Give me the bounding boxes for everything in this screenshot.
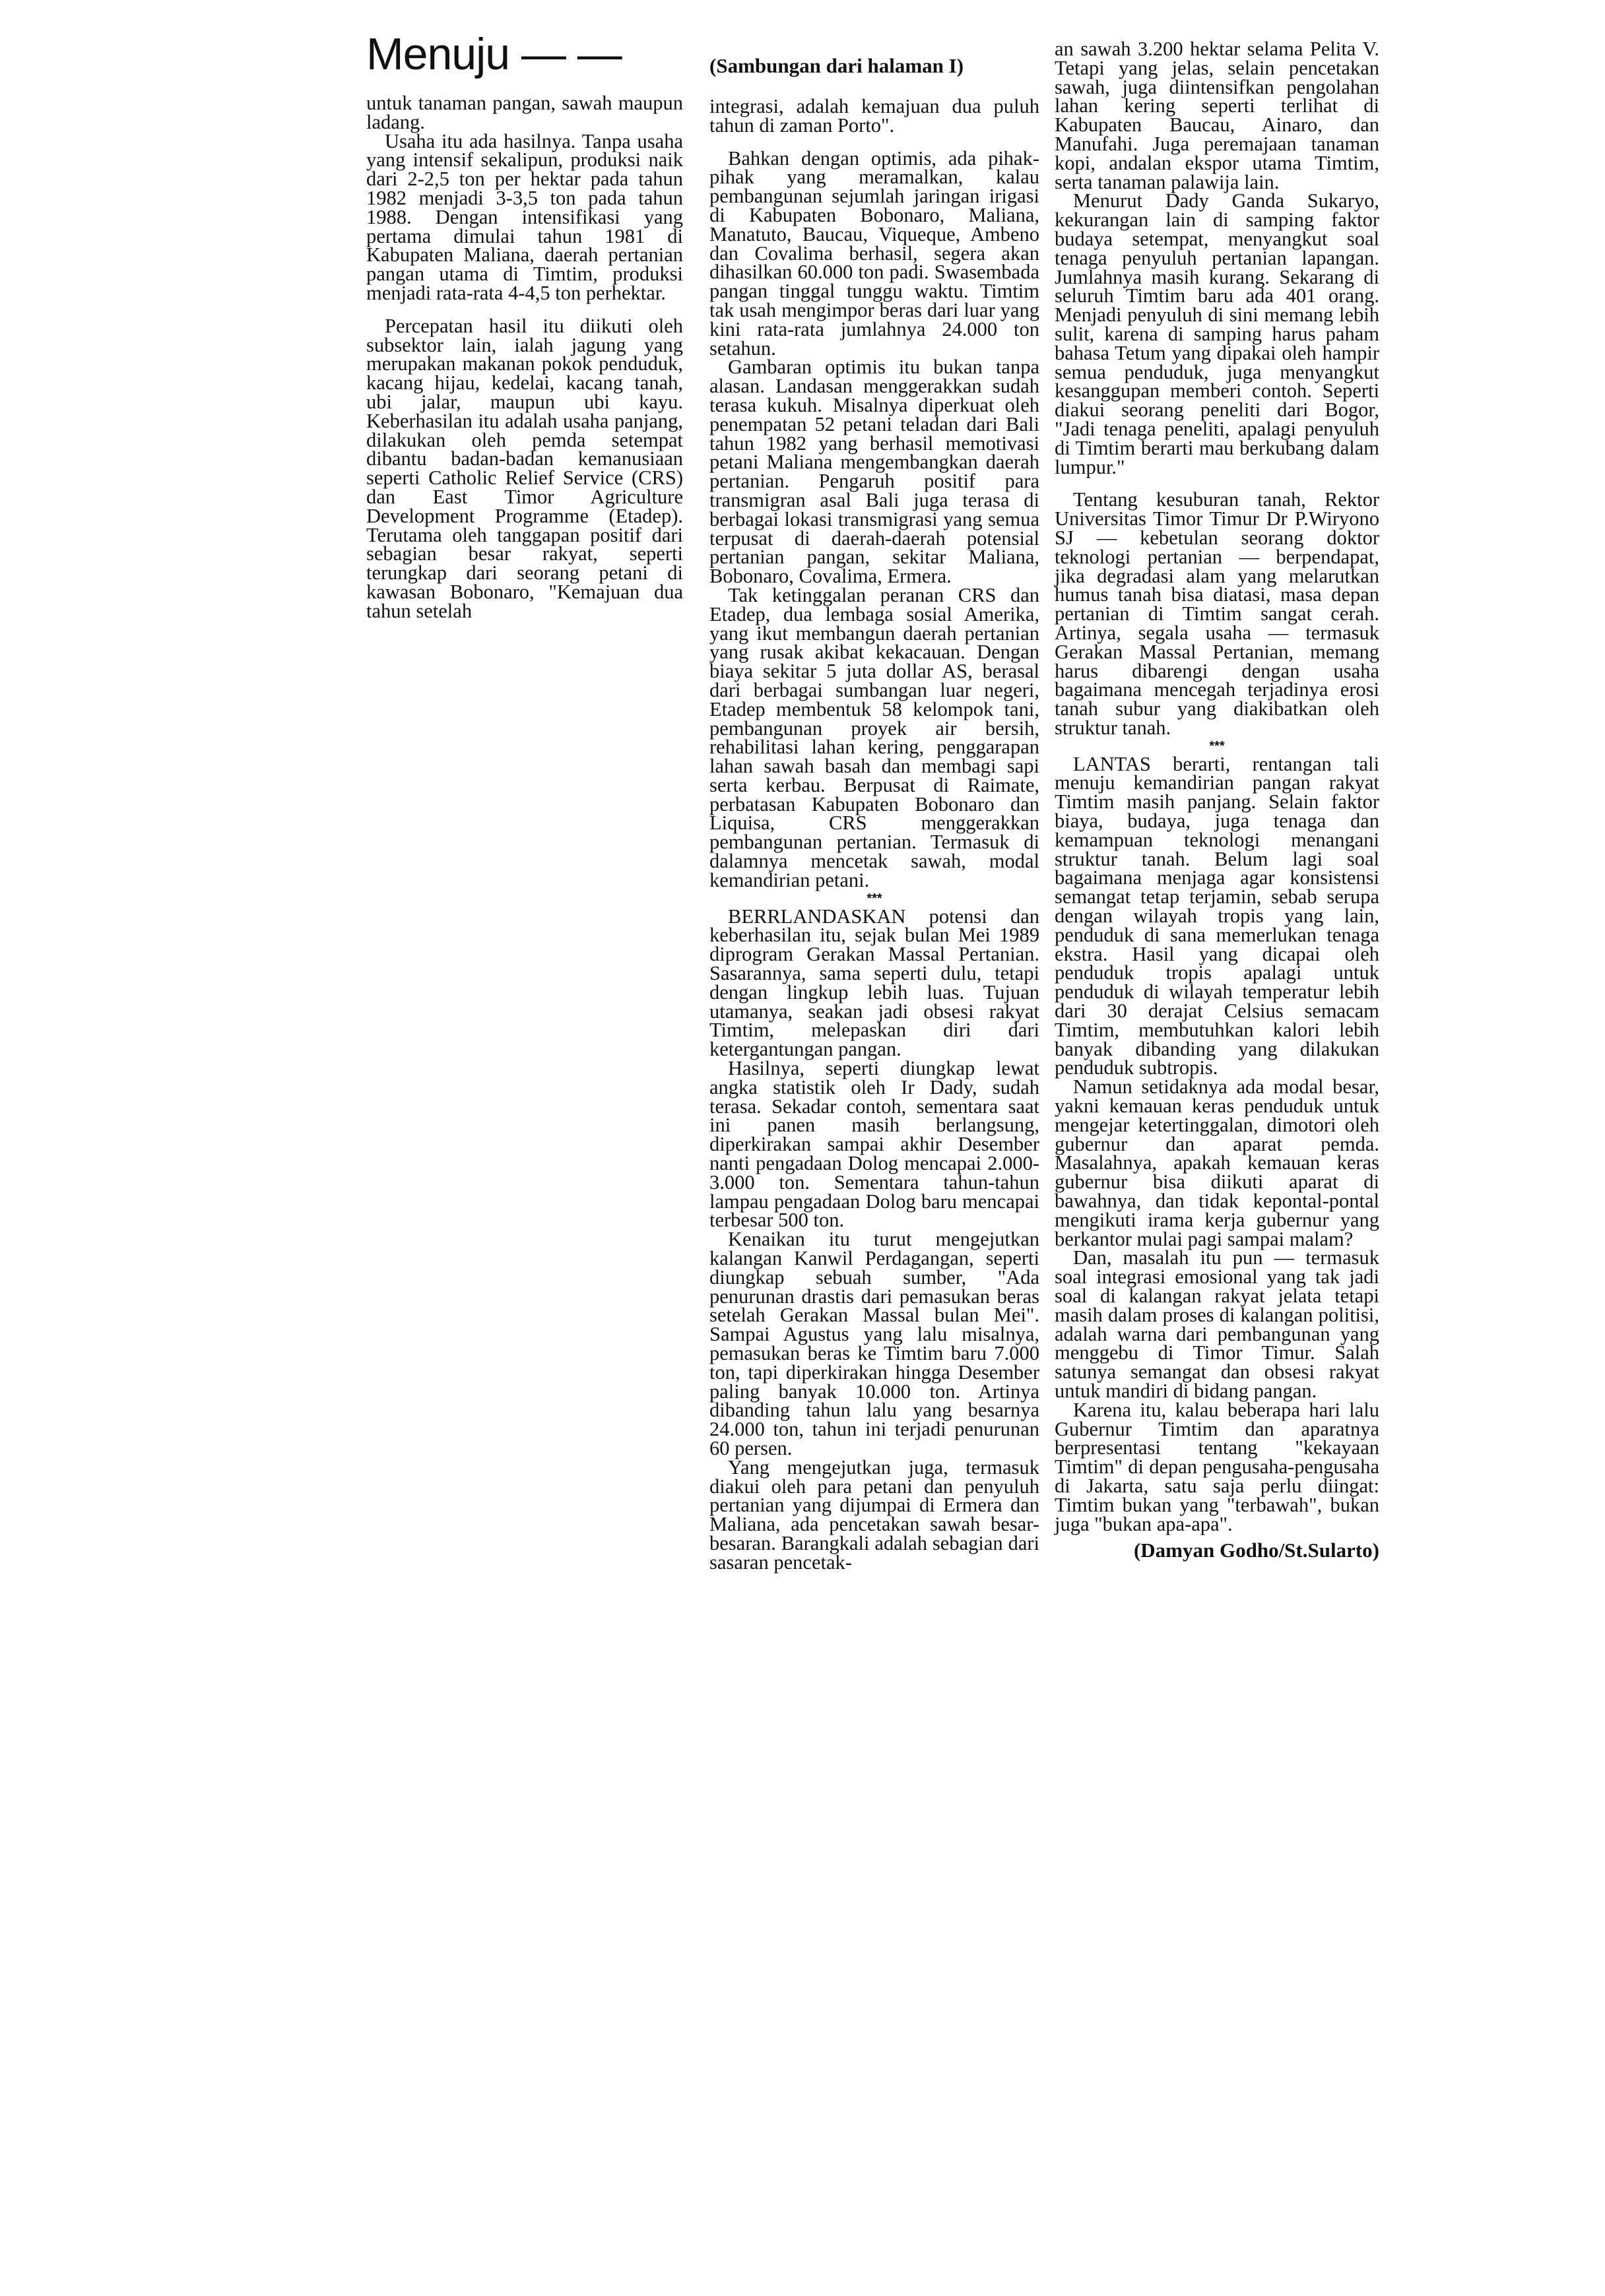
column-3 (1055, 40, 1379, 1564)
paragraph: an sawah 3.200 hektar selama Pelita V. Tetapi yang jelas, selain pencetakan sawah, juga diintensifkan pengolahan lahan kering seperti terlihat di Kabupaten Baucau, Ainaro, dan Manufahi. Juga peremajaan tanaman kopi, andalan ekspor utama Timtim, serta tanaman palawija lain. (1055, 38, 1379, 193)
paragraph: Yang mengejutkan juga, termasuk diakui oleh para petani dan penyuluh pertanian yang dijumpai di Ermera dan Maliana, ada pencetakan sawah besar-besaran. Barangkali adalah sebagian dari sasaran pencetak- (709, 1455, 1039, 1574)
section-separator: *** (867, 891, 882, 906)
column-2 (709, 97, 1039, 1572)
paragraph: Kenaikan itu turut mengejutkan kalangan Kanwil Perdagangan, seperti diungkap sebuah sumber, "Ada penurunan drastis dari pemasukan beras setelah Gerakan Massal bulan Mei". Sampai Agustus yang lalu misalnya, pemasukan beras ke Timtim baru 7.000 ton, tapi diperkirakan hingga Desember paling banyak 10.000 ton. Artinya dibanding tahun lalu yang besarnya 24.000 ton, tahun ini terjadi penurunan 60 persen. (709, 1228, 1039, 1459)
paragraph: Namun setidaknya ada modal besar, yakni kemauan keras penduduk untuk mengejar ketertinggalan, dimotori oleh gubernur dan aparat pemda. Masalahnya, apakah kemauan keras gubernur bisa diikuti aparat di bawahnya, dan tidak kepontal-pontal mengikuti irama kerja gubernur yang berkantor mulai pagi sampai malam? (1055, 1075, 1379, 1250)
paragraph: LANTAS berarti, rentangan tali menuju kemandirian pangan rakyat Timtim masih panjang. Selain faktor biaya, budaya, juga tenaga dan kemampuan teknologi menangani struktur tanah. Belum lagi soal bagaimana menjaga agar konsistensi semangat tetap terjamin, sebab serupa dengan wilayah tropis yang lain, penduduk di sana memerlukan tenaga ekstra. Hasil yang dicapai oleh penduduk tropis apalagi untuk penduduk di wilayah temperatur lebih dari 30 derajat Celsius semacam Timtim, membutuhkan kalori lebih banyak dibanding yang dilakukan penduduk subtropis. (1055, 752, 1379, 1079)
column-1 (366, 94, 683, 621)
paragraph: Hasilnya, seperti diungkap lewat angka statistik oleh Ir Dady, sudah terasa. Sekadar contoh, sementara saat ini panen masih berlangsung, diperkirakan sampai akhir Desember nanti pengadaan Dolog mencapai 2.000-3.000 ton. Sementara tahun-tahun lampau pengadaan Dolog baru mencapai terbesar 500 ton. (709, 1057, 1039, 1232)
continuation-note: (Sambungan dari halaman I) (709, 54, 964, 77)
paragraph: Usaha itu ada hasilnya. Tanpa usaha yang intensif sekalipun, produksi naik dari 2-2,5 ton per hektar pada tahun 1982 menjadi 3-3,5 ton pada tahun 1988. Dengan intensifikasi yang pertama dimulai tahun 1981 di Kabupaten Maliana, daerah pertanian pangan utama di Timtim, produksi menjadi rata-rata 4-4,5 ton perhektar. (366, 129, 683, 304)
paragraph: Karena itu, kalau beberapa hari lalu Gubernur Timtim dan aparatnya berpresentasi tentang "kekayaan Timtim" di depan pengusaha-pengusaha di Jakarta, satu saja perlu diingat: Timtim bukan yang "terbawah", bukan juga "bukan apa-apa". (1055, 1398, 1379, 1535)
paragraph: Tentang kesuburan tanah, Rektor Universitas Timor Timur Dr P.Wiryono SJ — kebetulan seorang doktor teknologi pertanian — berpendapat, jika degradasi alam yang melarutkan humus tanah bisa diatasi, masa depan pertanian di Timtim sangat cerah. Artinya, segala usaha — termasuk Gerakan Massal Pertanian, memang harus dibarengi dengan usaha bagaimana mencegah terjadinya erosi tanah subur yang diakibatkan oleh struktur tanah. (1055, 488, 1379, 739)
paragraph: Gambaran optimis itu bukan tanpa alasan. Landasan menggerakkan sudah terasa kukuh. Misalnya diperkuat oleh penempatan 52 petani teladan dari Bali tahun 1982 yang berhasil memotivasi petani Maliana mengembangkan daerah pertanian. Pengaruh positif para transmigran asal Bali juga terasa di berbagai lokasi transmigrasi yang semua terpusat di daerah-daerah potensial pertanian pangan, sekitar Maliana, Bobonaro, Covalima, Ermera. (709, 356, 1039, 588)
article-kicker: Menuju — — (366, 29, 622, 79)
author-byline: (Damyan Godho/St.Sularto) (1133, 1539, 1379, 1562)
paragraph: Bahkan dengan optimis, ada pihak-pihak yang meramalkan, kalau pembangunan sejumlah jaringan irigasi di Kabupaten Bobonaro, Maliana, Manatuto, Baucau, Viqueque, Ambeno dan Covalima berhasil, segera akan dihasilkan 60.000 ton padi. Swasembada pangan tinggal tunggu waktu. Timtim tak usah mengimpor beras dari luar yang kini rata-rata jumlahnya 24.000 ton setahun. (709, 146, 1039, 360)
paragraph: Menurut Dady Ganda Sukaryo, kekurangan lain di samping faktor budaya setempat, menyangkut soal tenaga penyuluh pertanian lapangan. Jumlahnya masih kurang. Sekarang di seluruh Timtim baru ada 401 orang. Menjadi penyuluh di sini memang lebih sulit, karena di samping harus paham bahasa Tetum yang dipakai oleh hampir semua penduduk, juga menyangkut kesanggupan memberi contoh. Seperti diakui seorang peneliti dari Bogor, "Jadi tenaga peneliti, apalagi penyuluh di Timtim berarti mau berkubang dalam lumpur." (1055, 189, 1379, 478)
section-separator: *** (1209, 738, 1225, 753)
paragraph: integrasi, adalah kemajuan dua puluh tahun di zaman Porto". (709, 95, 1039, 137)
paragraph: untuk tanaman pangan, sawah maupun ladang. (366, 92, 683, 133)
paragraph: BERRLANDASKAN potensi dan keberhasilan itu, sejak bulan Mei 1989 diprogram Gerakan Massal Pertanian. Sasarannya, sama seperti dulu, tetapi dengan lingkup lebih luas. Tujuan utamanya, seakan jadi obsesi rakyat Timtim, melepaskan diri dari ketergantungan pangan. (709, 905, 1039, 1061)
paragraph: Dan, masalah itu pun — termasuk soal integrasi emosional yang tak jadi soal di kalangan rakyat jelata tetapi masih dalam proses di kalangan politisi, adalah warna dari pembangunan yang menggebu di Timor Timur. Salah satunya semangat dan obsesi rakyat untuk mandiri di bidang pangan. (1055, 1246, 1379, 1402)
paragraph: Percepatan hasil itu diikuti oleh subsektor lain, ialah jagung yang merupakan makanan pokok penduduk, kacang hijau, kedelai, kacang tanah, ubi jalar, maupun ubi kayu. Keberhasilan itu adalah usaha panjang, dilakukan oleh pemda setempat dibantu badan-badan kemanusiaan seperti Catholic Relief Service (CRS) dan East Timor Agriculture Development Programme (Etadep). Terutama oleh tanggapan positif dari sebagian besar rakyat, seperti terungkap dari seorang petani di kawasan Bobonaro, "Kemajuan dua tahun setelah (366, 314, 683, 622)
paragraph: Tak ketinggalan peranan CRS dan Etadep, dua lembaga sosial Amerika, yang ikut membangun daerah pertanian yang rusak akibat kekacauan. Dengan biaya sekitar 5 juta dollar AS, berasal dari berbagai sumbangan luar negeri, Etadep membentuk 58 kelompok tani, pembangunan proyek air bersih, rehabilitasi lahan kering, penggarapan lahan sawah basah dan membagi sapi serta kerbau. Berpusat di Raimate, perbatasan Kabupaten Bobonaro dan Liquisa, CRS menggerakkan pembangunan pertanian. Termasuk di dalamnya mencetak sawah, modal kemandirian petani. (709, 583, 1039, 891)
